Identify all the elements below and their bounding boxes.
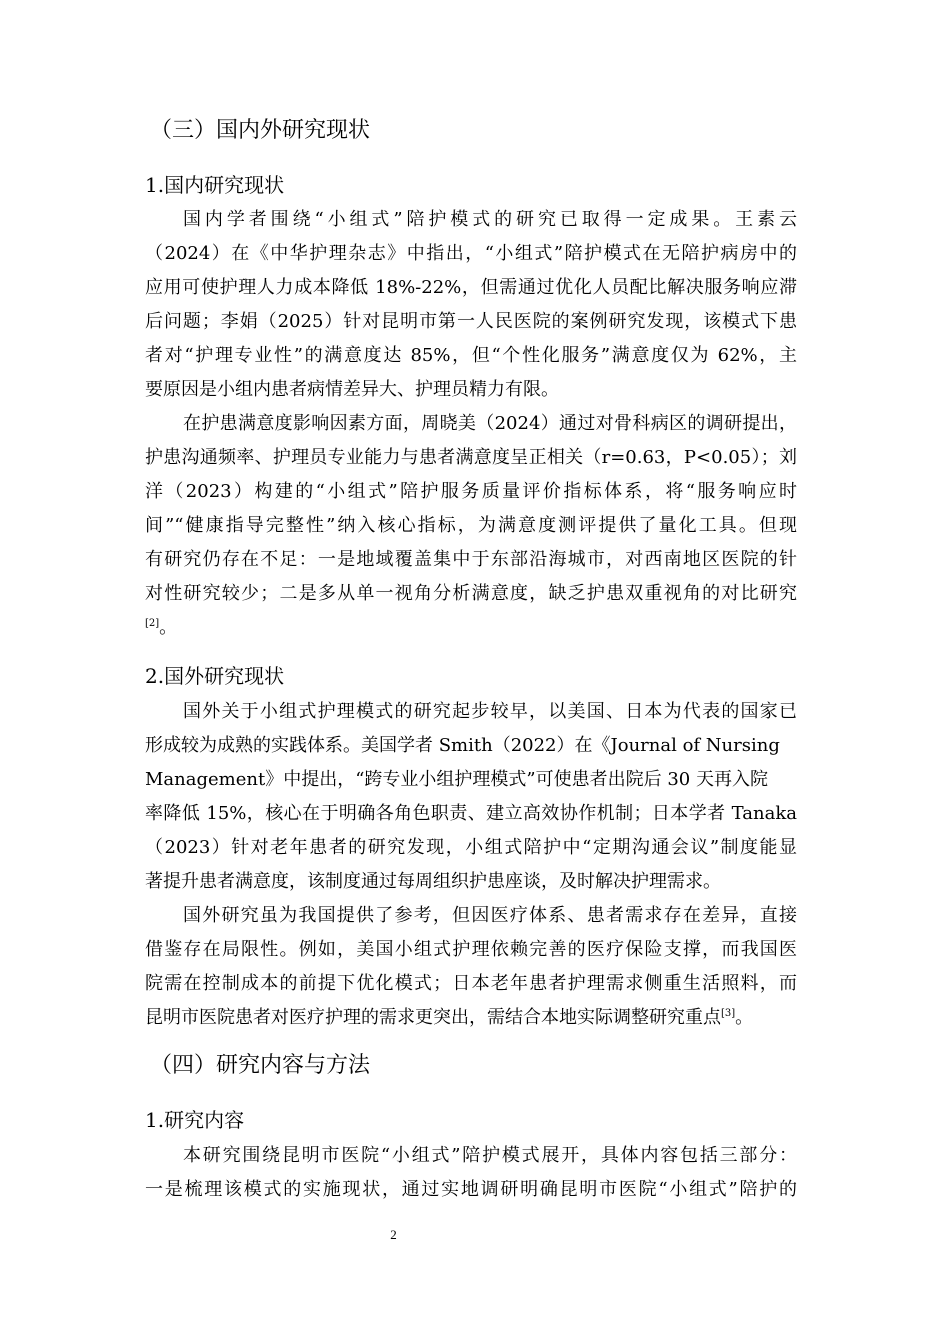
text-line: 有研究仍存在不足：一是地域覆盖集中于东部沿海城市，对西南地区医院的针 [145, 549, 797, 570]
subsection-heading-content: 1.研究内容 [145, 1108, 245, 1132]
text-line: 洋（2023）构建的“小组式”陪护服务质量评价指标体系，将“服务响应时 [145, 481, 797, 502]
citation-ref: [2] [145, 618, 160, 629]
subsection-heading-foreign: 2.国外研究现状 [145, 664, 285, 688]
text-line: 一是梳理该模式的实施现状，通过实地调研明确昆明市医院“小组式”陪护的 [145, 1179, 797, 1200]
text-line: 应用可使护理人力成本降低 18%-22%，但需通过优化人员配比解决服务响应滞 [145, 277, 797, 298]
text-line: 形成较为成熟的实践体系。美国学者 Smith（2022）在《Journal of Nursing [145, 735, 780, 756]
text-line: 国外研究虽为我国提供了参考，但因医疗体系、患者需求存在差异，直接 [183, 905, 797, 926]
text-fragment: 。 [735, 1007, 754, 1028]
page-number: 2 [390, 1227, 397, 1242]
text-line: 国内学者围绕“小组式”陪护模式的研究已取得一定成果。王素云 [183, 209, 797, 230]
text-fragment: 昆明市医院患者对医疗护理的需求更突出，需结合本地实际调整研究重点 [145, 1007, 721, 1028]
text-line: 著提升患者满意度，该制度通过每周组织护患座谈，及时解决护理需求。 [145, 871, 721, 892]
text-line: 护患沟通频率、护理员专业能力与患者满意度呈正相关（r=0.63，P<0.05）；刘 [145, 447, 797, 468]
text-line [145, 1006, 753, 1030]
text-line: （2024）在《中华护理杂志》中指出，“小组式”陪护模式在无陪护病房中的 [145, 243, 797, 264]
text-line: Management》中提出，“跨专业小组护理模式”可使患者出院后 30 天再入院 [145, 769, 768, 790]
text-line: 对性研究较少；二是多从单一视角分析满意度，缺乏护患双重视角的对比研究 [145, 583, 797, 604]
subsection-heading-domestic: 1.国内研究现状 [145, 173, 285, 197]
text-line: 院需在控制成本的前提下优化模式；日本老年患者护理需求侧重生活照料，而 [145, 973, 797, 994]
text-line: 在护患满意度影响因素方面，周晓美（2024）通过对骨科病区的调研提出， [183, 413, 797, 434]
text-line: 者对“护理专业性”的满意度达 85%，但“个性化服务”满意度仅为 62%，主 [145, 345, 797, 366]
citation-ref: [3] [721, 1008, 736, 1019]
text-line [145, 616, 177, 640]
text-line: 借鉴存在局限性。例如，美国小组式护理依赖完善的医疗保险支撑，而我国医 [145, 939, 797, 960]
text-line: （2023）针对老年患者的研究发现，小组式陪护中“定期沟通会议”制度能显 [145, 837, 797, 858]
text-fragment: 。 [159, 617, 178, 638]
text-line: 间”“健康指导完整性”纳入核心指标，为满意度测评提供了量化工具。但现 [145, 515, 797, 536]
text-line: 本研究围绕昆明市医院“小组式”陪护模式展开，具体内容包括三部分： [183, 1145, 797, 1166]
text-line: 率降低 15%，核心在于明确各角色职责、建立高效协作机制；日本学者 Tanaka [145, 803, 797, 824]
text-line: 后问题；李娟（2025）针对昆明市第一人民医院的案例研究发现，该模式下患 [145, 311, 797, 332]
text-line: 国外关于小组式护理模式的研究起步较早，以美国、日本为代表的国家已 [183, 701, 797, 722]
section-heading-3: （三）国内外研究现状 [150, 118, 371, 143]
text-line: 要原因是小组内患者病情差异大、护理员精力有限。 [145, 379, 559, 400]
section-heading-4: （四）研究内容与方法 [150, 1053, 371, 1078]
